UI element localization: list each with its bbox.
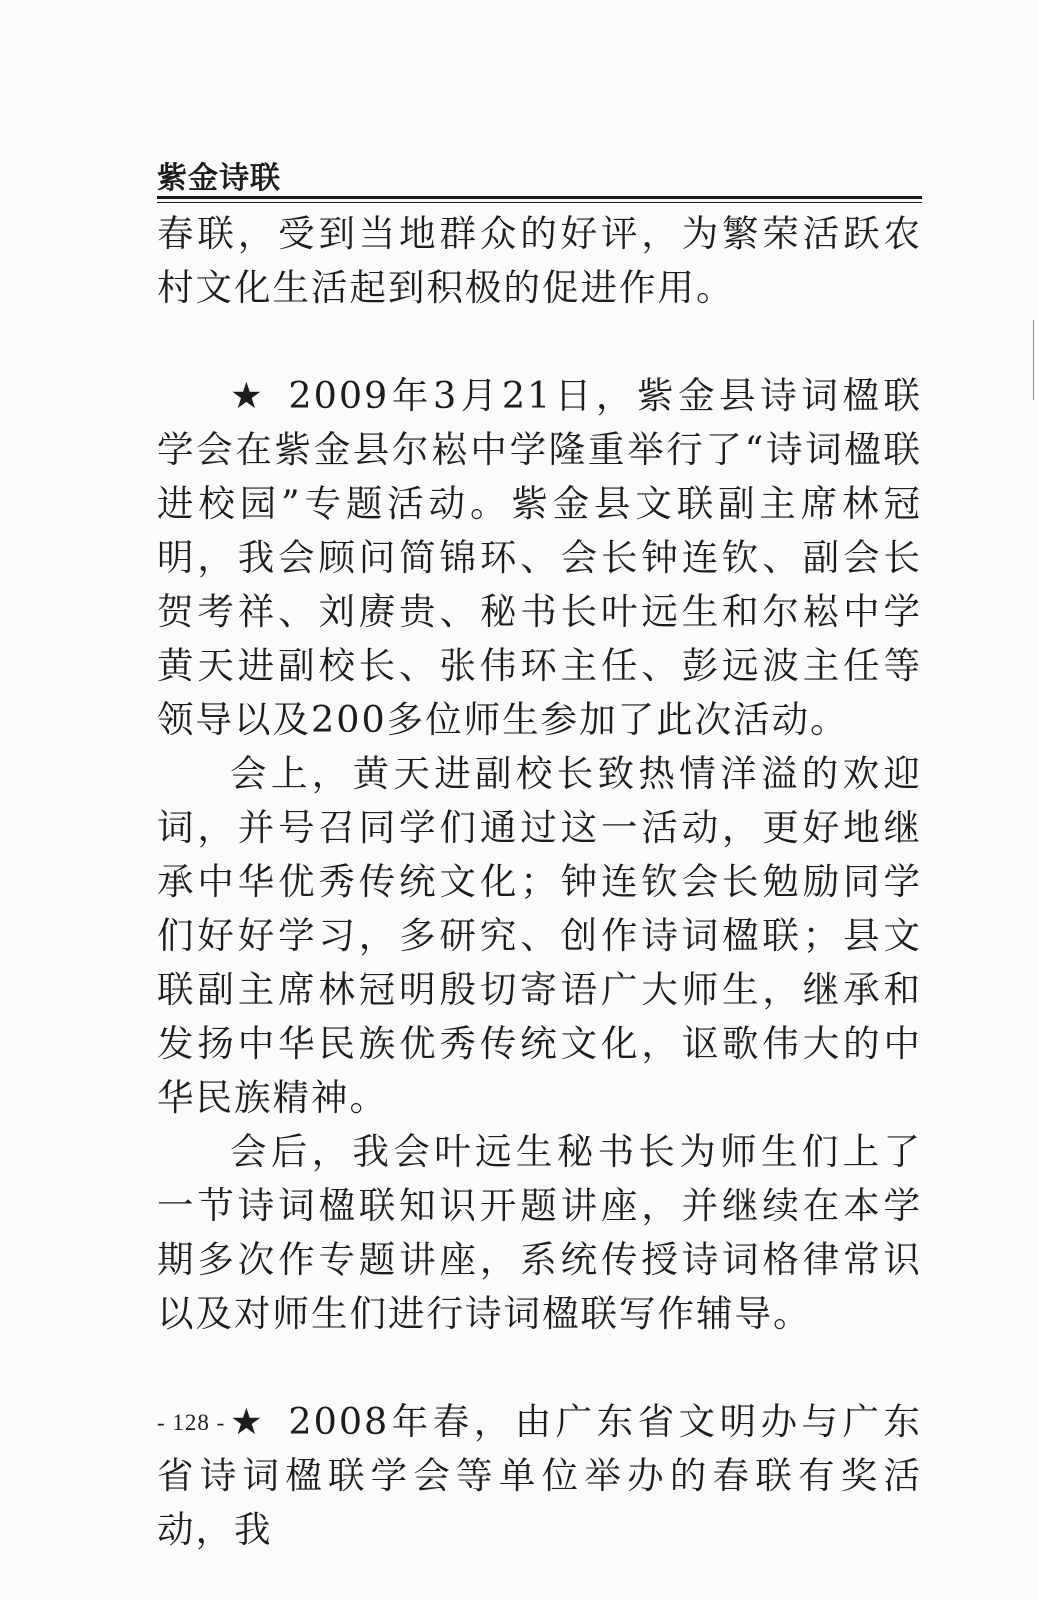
header-rule-thin: [157, 202, 922, 203]
paragraph-continuation: 春联，受到当地群众的好评，为繁荣活跃农村文化生活起到积极的促进作用。: [157, 212, 922, 309]
paragraph-meeting: 会上，黄天进副校长致热情洋溢的欢迎词，并号召同学们通过这一活动，更好地继承中华优秀传统文化；钟连钦会长勉励同学们好好学习，多研究、创作诗词楹联；县文联副主席林冠明殷切寄语广大师生，继承和发扬中华民族优秀传统文化，讴歌伟大的中华民族精神。: [157, 752, 922, 1119]
star-bullet-icon: ★: [230, 374, 265, 417]
scan-edge-mark: [1033, 320, 1034, 400]
paragraph-event-2008: [157, 1395, 922, 1557]
page-number: - 128 -: [157, 1410, 226, 1435]
paragraph-text: 2008年春，由广东省文明办与广东省诗词楹联学会等单位举办的春联有奖活动，我: [157, 1400, 922, 1551]
section-gap: [157, 315, 922, 369]
paragraph-text: 2009年3月21日，紫金县诗词楹联学会在紫金县尔崧中学隆重举行了“诗词楹联进校园”专题活动。紫金县文联副主席林冠明，我会顾问简锦环、会长钟连钦、副会长贺考祥、刘赓贵、秘书长叶远生和尔崧中学黄天进副校长、张伟环主任、彭远波主任等领导以及200多位师生参加了此次活动。: [157, 374, 922, 741]
paragraph-event-2009: [157, 369, 922, 747]
header-rule-thick: [157, 196, 922, 199]
body-text: [157, 207, 922, 1557]
running-title: 紫金诗联: [157, 161, 281, 196]
paragraph-lecture: 会后，我会叶远生秘书长为师生们上了一节诗词楹联知识开题讲座，并继续在本学期多次作专题讲座，系统传授诗词格律常识以及对师生们进行诗词楹联写作辅导。: [157, 1130, 922, 1335]
star-bullet-icon: ★: [230, 1400, 265, 1443]
section-gap: [157, 1341, 922, 1395]
